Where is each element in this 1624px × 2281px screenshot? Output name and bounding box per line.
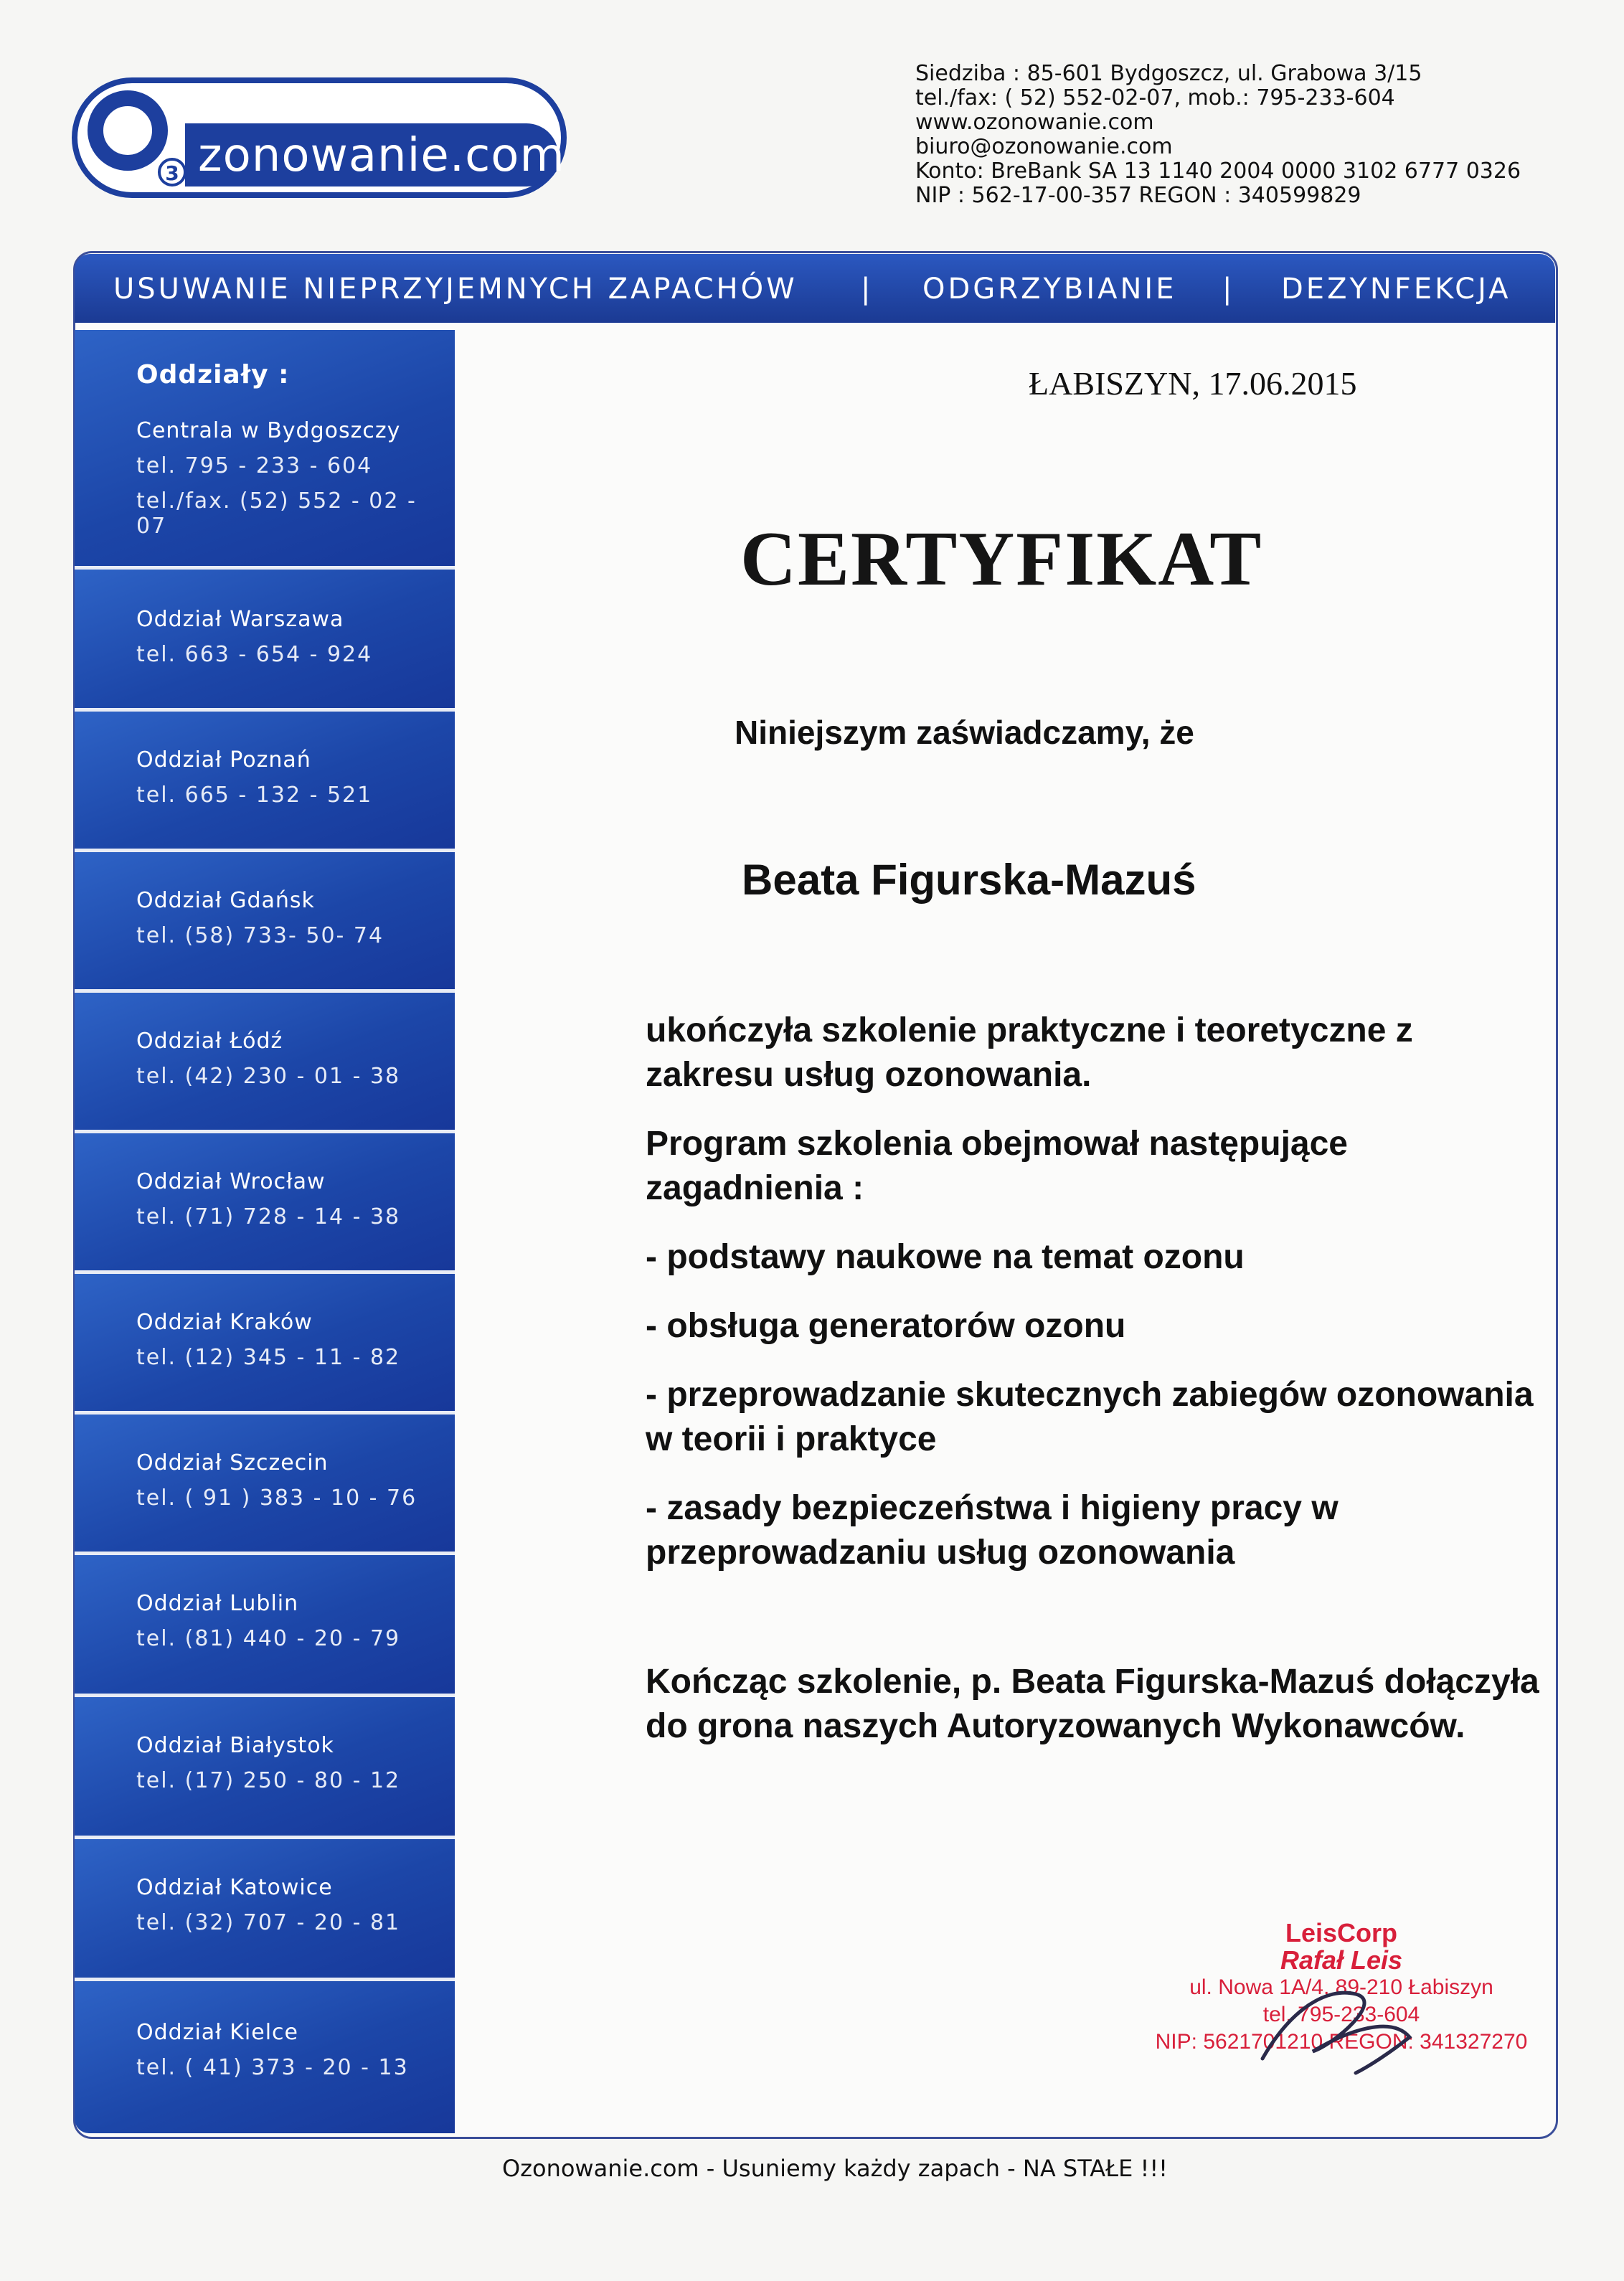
branch-name: Oddział Gdańsk [136, 888, 315, 913]
company-logo [72, 77, 567, 198]
branch-lodz [75, 993, 455, 1133]
branch-tel: tel. 665 - 132 - 521 [136, 783, 373, 808]
branch-name: Oddział Kielce [136, 2020, 298, 2045]
company-contact [915, 62, 1521, 208]
branch-poznan [75, 712, 455, 852]
branch-gdansk [75, 852, 455, 993]
banner-separator: | [861, 273, 874, 306]
branches-title: Oddziały : [136, 360, 290, 389]
stamp-owner: Rafał Leis [1280, 1945, 1403, 1975]
branch-tel: tel. (12) 345 - 11 - 82 [136, 1345, 401, 1370]
program-item: - przeprowadzanie skutecznych zabiegów ozonowania w teorii i praktyce [646, 1376, 1534, 1458]
branch-tel: tel. (71) 728 - 14 - 38 [136, 1204, 401, 1229]
branch-tel: tel. 663 - 654 - 924 [136, 642, 373, 667]
services-banner [75, 254, 1555, 323]
branch-wroclaw [75, 1133, 455, 1274]
branch-lublin [75, 1555, 455, 1697]
branch-name: Oddział Kraków [136, 1310, 313, 1335]
branch-tel: tel. (58) 733- 50- 74 [136, 923, 384, 948]
logo-ozone-subscript: 3 [158, 158, 187, 186]
branch-name: Oddział Białystok [136, 1733, 334, 1758]
banner-item-mold: ODGRZYBIANIE [922, 273, 1177, 306]
branch-tel: tel. ( 91 ) 383 - 10 - 76 [136, 1486, 417, 1511]
document-title: CERTYFIKAT [740, 516, 1263, 602]
branch-katowice [75, 1839, 455, 1981]
banner-item-disinfection: DEZYNFEKCJA [1281, 273, 1511, 306]
branch-name: Oddział Katowice [136, 1875, 333, 1900]
branch-headquarters [75, 330, 455, 570]
logo-o-ring [88, 90, 168, 171]
stamp-address: ul. Nowa 1A/4, 89-210 Łabiszyn [1189, 1975, 1493, 1999]
stamp-company: LeisCorp [1285, 1918, 1398, 1947]
program-intro: Program szkolenia obejmował następujące zagadnienia : [646, 1125, 1348, 1207]
banner-separator: | [1222, 273, 1235, 306]
closing-statement: Kończąc szkolenie, p. Beata Figurska-Mazuś dołączyła do grona naszych Autoryzowanych Wykonawców. [646, 1663, 1539, 1745]
branch-krakow [75, 1274, 455, 1415]
completion-statement: ukończyła szkolenie praktyczne i teoretyczne z zakresu usług ozonowania. [646, 1011, 1413, 1094]
document-body [646, 1009, 1542, 1773]
contact-address: Siedziba : 85-601 Bydgoszcz, ul. Grabowa 3/15 [915, 61, 1422, 86]
branch-szczecin [75, 1415, 455, 1555]
branch-name: Oddział Wrocław [136, 1169, 326, 1194]
certified-person: Beata Figurska-Mazuś [742, 856, 1196, 904]
branch-name: Oddział Warszawa [136, 607, 344, 632]
branch-tel: tel. ( 41) 373 - 20 - 13 [136, 2055, 409, 2080]
branch-name: Oddział Lublin [136, 1591, 299, 1616]
branch-tel: tel. (17) 250 - 80 - 12 [136, 1768, 401, 1793]
branch-kielce [75, 1981, 455, 2133]
signature-icon [1248, 1965, 1420, 2080]
contact-website: www.ozonowanie.com [915, 110, 1154, 135]
branch-name: Oddział Poznań [136, 747, 311, 773]
branch-tel: tel. (81) 440 - 20 - 79 [136, 1626, 401, 1651]
program-item: - obsługa generatorów ozonu [646, 1307, 1126, 1345]
branch-tel: tel. 795 - 233 - 604 [136, 453, 373, 478]
contact-nip-regon: NIP : 562-17-00-357 REGON : 340599829 [915, 183, 1361, 208]
contact-email: biuro@ozonowanie.com [915, 134, 1173, 159]
program-item: - zasady bezpieczeństwa i higieny pracy w przeprowadzaniu usług ozonowania [646, 1489, 1339, 1572]
branch-bialystok [75, 1697, 455, 1839]
contact-phone: tel./fax: ( 52) 552-02-07, mob.: 795-233-604 [915, 85, 1395, 110]
document-intro: Niniejszym zaświadczamy, że [735, 714, 1194, 751]
branch-name: Centrala w Bydgoszczy [136, 418, 401, 443]
document-date: ŁABISZYN, 17.06.2015 [1029, 365, 1357, 402]
branches-sidebar [75, 330, 455, 2133]
branch-warszawa [75, 570, 455, 712]
footer-slogan: Ozonowanie.com - Usuniemy każdy zapach - NA STAŁE !!! [502, 2155, 1168, 2182]
branch-fax: tel./fax. (52) 552 - 02 - 07 [136, 488, 417, 539]
stamp-nip-regon: NIP: 5621701210 REGON: 341327270 [1155, 2030, 1528, 2054]
logo-text: zonowanie.com [198, 129, 565, 182]
contact-bank-account: Konto: BreBank SA 13 1140 2004 0000 3102 6777 0326 [915, 159, 1521, 184]
stamp-phone: tel. 795-233-604 [1262, 2003, 1420, 2026]
program-item: - podstawy naukowe na temat ozonu [646, 1238, 1245, 1276]
branch-tel: tel. (42) 230 - 01 - 38 [136, 1064, 401, 1089]
branch-tel: tel. (32) 707 - 20 - 81 [136, 1910, 401, 1935]
branch-name: Oddział Łódź [136, 1029, 283, 1054]
banner-item-odors: USUWANIE NIEPRZYJEMNYCH ZAPACHÓW [113, 273, 798, 306]
branch-name: Oddział Szczecin [136, 1450, 329, 1475]
